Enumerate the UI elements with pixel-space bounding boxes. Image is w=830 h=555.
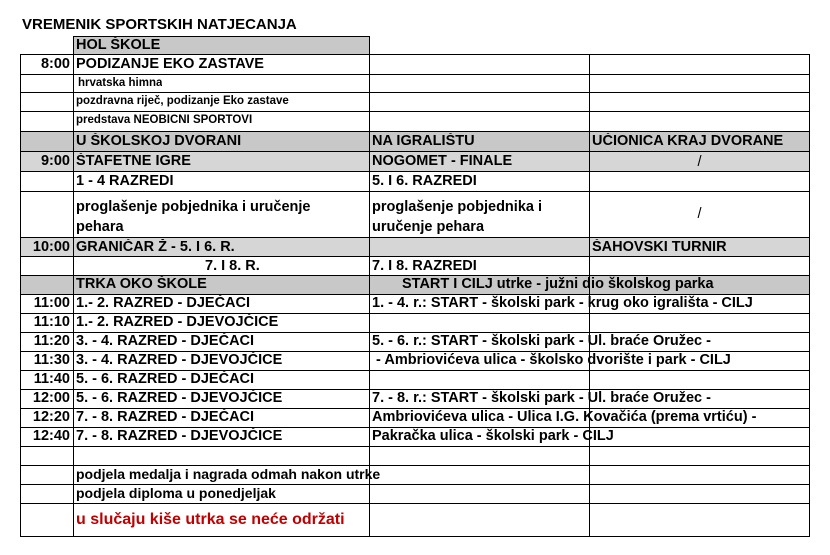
granicar-grades: 7. I 8. R. [205, 258, 260, 274]
venue-hall: U ŠKOLSKOJ DVORANI [76, 133, 242, 149]
race-time: 11:30 [33, 352, 70, 368]
race-route: 1. - 4. r.: START - školski park - krug oko igrališta - CILJ [372, 295, 753, 311]
race-group: 7. - 8. RAZRED - DJEČACI [76, 409, 255, 425]
race-time: 12:20 [32, 409, 70, 425]
time-10: 10:00 [32, 239, 70, 255]
opening-item: predstava NEOBIČNI SPORTOVI [76, 114, 253, 126]
note-diplomas: podjela diploma u ponedjeljak [76, 485, 276, 501]
time-9: 9:00 [40, 153, 70, 169]
award-line: proglašenje pobjednika i uručenje [76, 199, 311, 215]
rain-note: u slučaju kiše utrka se neće održati [76, 511, 345, 528]
race-group: 7. - 8. RAZRED - DJEVOJČICE [76, 428, 283, 444]
chess-tournament: ŠAHOVSKI TURNIR [592, 239, 727, 255]
relay-grades: 1 - 4 RAZREDI [76, 173, 174, 189]
time-8: 8:00 [40, 56, 70, 72]
classroom-slot: / [697, 154, 702, 170]
page-title: VREMENIK SPORTSKIH NATJECANJA [22, 16, 297, 33]
football-grades: 5. I 6. RAZREDI [372, 173, 477, 189]
award-line: uručenje pehara [372, 219, 485, 235]
race-time: 12:00 [32, 390, 70, 406]
race-time: 11:20 [33, 333, 70, 349]
opening-item: pozdravna riječ, podizanje Eko zastave [76, 95, 289, 107]
note-medals: podjela medalja i nagrada odmah nakon utrke [76, 466, 381, 482]
race-route: 7. - 8. r.: START - školski park - Ul. braće Oružec - [372, 390, 711, 406]
race-route: Pakračka ulica - školski park - CILJ [372, 428, 614, 444]
race-group: 5. - 6. RAZRED - DJEVOJČICE [76, 390, 283, 406]
race-route: 5. - 6. r.: START - školski park - Ul. braće Oružec - [372, 333, 711, 349]
classroom-slot: / [697, 206, 702, 222]
football-final: NOGOMET - FINALE [372, 153, 513, 169]
opening-item: hrvatska himna [78, 77, 163, 89]
relay-games: ŠTAFETNE IGRE [76, 153, 191, 169]
race-time: 11:40 [33, 371, 70, 387]
football-grades-78: 7. I 8. RAZREDI [372, 258, 477, 274]
venue-field: NA IGRALIŠTU [372, 133, 475, 149]
race-group: 3. - 4. RAZRED - DJEVOJČICE [76, 352, 283, 368]
race-time: 11:00 [33, 295, 70, 311]
venue-classroom: UČIONICA KRAJ DVORANE [592, 133, 784, 149]
race-group: 3. - 4. RAZRED - DJEČACI [76, 333, 255, 349]
award-line: proglašenje pobjednika i [372, 199, 543, 215]
race-group: 1.- 2. RAZRED - DJEČACI [76, 295, 251, 311]
race-route: Ambriovićeva ulica - Ulica I.G. Kovačića (prema vrtiću) - [372, 409, 757, 425]
race-header: TRKA OKO ŠKOLE [76, 276, 207, 292]
route-header: START I CILJ utrke - južni dio školskog parka [402, 276, 714, 292]
hol-header: HOL ŠKOLE [76, 37, 161, 53]
opening-main: PODIZANJE EKO ZASTAVE [76, 56, 264, 72]
race-time: 11:10 [33, 314, 70, 330]
race-time: 12:40 [32, 428, 70, 444]
award-line: pehara [76, 219, 124, 235]
granicar-girls: GRANIČAR Ž - 5. I 6. R. [76, 239, 235, 255]
race-route: - Ambriovićeva ulica - školsko dvorište i park - CILJ [372, 352, 731, 368]
race-group: 5. - 6. RAZRED - DJEČACI [76, 371, 255, 387]
race-group: 1.- 2. RAZRED - DJEVOJČICE [76, 314, 279, 330]
